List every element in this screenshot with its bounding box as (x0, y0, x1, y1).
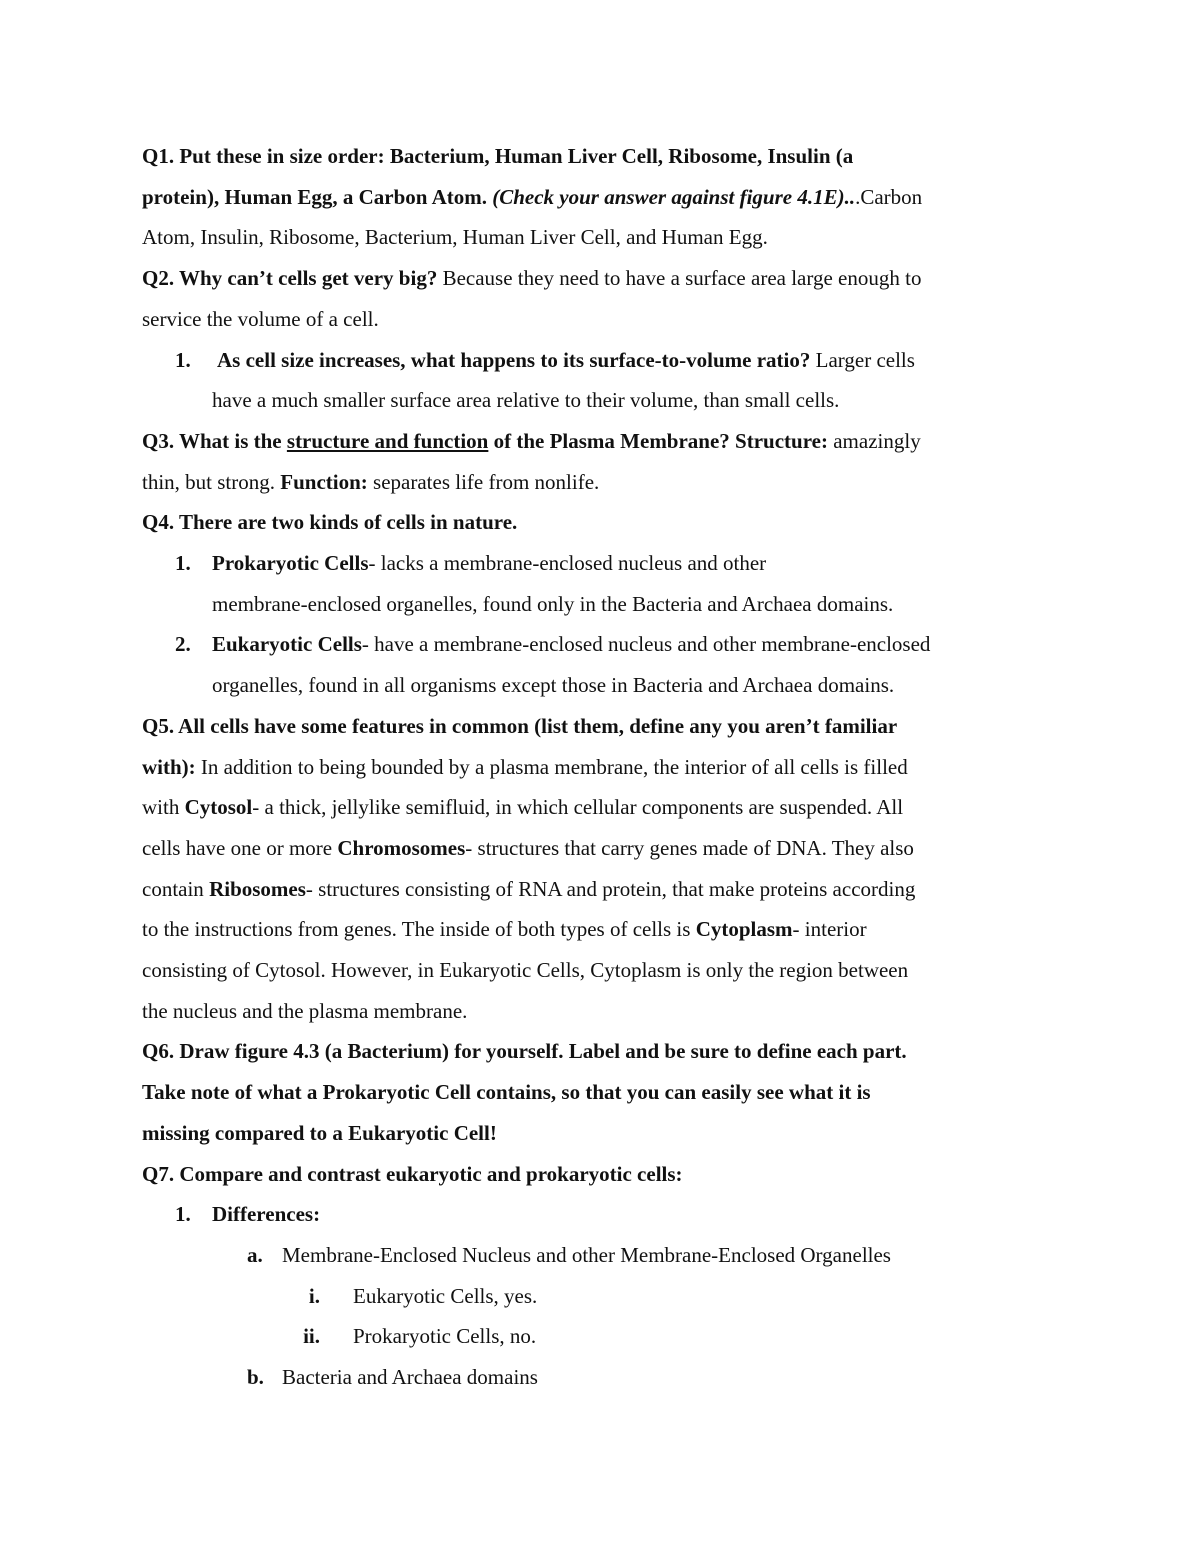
q3-question-text: Q3. What is the (142, 428, 287, 453)
list-item-line (212, 665, 1032, 706)
q2-answer-text: Because they need to have a surface area large enough to (437, 266, 922, 291)
q1-answer-text-cont: Atom, Insulin, Ribosome, Bacterium, Human Liver Cell, and Human Egg. (142, 225, 768, 250)
q2-line-2 (142, 299, 1032, 340)
q2-sub-line-1 (212, 340, 1032, 381)
q1-question-text-cont: protein), Human Egg, a Carbon Atom. (142, 184, 487, 209)
q5-answer-text: In addition to being bounded by a plasma membrane, the interior of all cells is filled (195, 754, 908, 779)
question-1 (142, 136, 1032, 258)
q4-question-text: Q4. There are two kinds of cells in nature. (142, 510, 518, 535)
question-3 (142, 421, 1032, 502)
q2-line-1 (142, 258, 1032, 299)
list-number: 1. (175, 1202, 191, 1227)
q3-line-1 (142, 421, 1032, 462)
q2-subquestion (142, 340, 1032, 421)
list-item-line (212, 543, 1032, 584)
question-7 (142, 1154, 1032, 1398)
q7-question-text: Q7. Compare and contrast eukaryotic and prokaryotic cells: (142, 1161, 683, 1186)
q5-line-4 (142, 828, 1032, 869)
q1-line-2 (142, 177, 1032, 218)
q1-answer-text: .Carbon (855, 184, 923, 209)
q5-answer-text: - interior (792, 917, 867, 942)
q5-answer-text: contain (142, 876, 210, 901)
list-item-line (212, 624, 1032, 665)
q2-sub-line-2 (212, 380, 1032, 421)
term-definition: - lacks a membrane-enclosed nucleus and other (368, 551, 767, 576)
question-6 (142, 1031, 1032, 1153)
q5-line-2 (142, 747, 1032, 788)
q5-answer-text: to the instructions from genes. The inside of both types of cells is (142, 917, 696, 942)
q5-line-1 (142, 706, 1032, 747)
q5-line-7 (142, 950, 1032, 991)
q2-sub-question-text: As cell size increases, what happens to its surface-to-volume ratio? (217, 347, 811, 372)
list-number: 2. (175, 632, 191, 657)
term-chromosomes: Chromosomes (337, 835, 466, 860)
q1-question-text: Q1. Put these in size order: Bacterium, Human Liver Cell, Ribosome, Insulin (a (142, 144, 854, 168)
list-roman: ii. (303, 1324, 320, 1349)
list-item (142, 543, 1032, 624)
q3-structure-label: of the Plasma Membrane? Structure: (488, 428, 828, 453)
list-item (142, 1235, 1032, 1276)
q5-answer-text: cells have one or more (142, 835, 338, 860)
list-item (142, 624, 1032, 705)
q3-line-2 (142, 462, 1032, 503)
q3-underlined-phrase: structure and function (286, 428, 489, 453)
question-5 (142, 706, 1032, 1032)
term-definition-cont: membrane-enclosed organelles, found only in the Bacteria and Archaea domains. (212, 591, 894, 616)
q1-line-3 (142, 217, 1032, 258)
list-item (142, 1357, 1032, 1398)
q5-line-3 (142, 787, 1032, 828)
q1-line-1 (142, 136, 1032, 177)
term-ribosomes: Ribosomes (209, 876, 306, 901)
list-item (142, 1276, 1032, 1317)
q2-answer-text-cont: service the volume of a cell. (142, 306, 379, 331)
differences-heading: Differences: (212, 1202, 321, 1227)
difference-a-text: Membrane-Enclosed Nucleus and other Membrane-Enclosed Organelles (282, 1242, 891, 1267)
term-definition: - have a membrane-enclosed nucleus and other membrane-enclosed (361, 632, 931, 657)
q5-question-text-cont: with): (142, 754, 196, 779)
q5-line-6 (142, 909, 1032, 950)
term-cytosol: Cytosol (184, 795, 253, 820)
term-prokaryotic-cells: Prokaryotic Cells (212, 551, 369, 576)
question-2 (142, 258, 1032, 421)
q5-answer-text: - a thick, jellylike semifluid, in which cellular components are suspended. All (252, 795, 904, 820)
q3-function-text: separates life from nonlife. (367, 469, 600, 494)
q3-structure-text: amazingly (827, 428, 921, 453)
q5-line-8 (142, 991, 1032, 1032)
list-item-line (212, 584, 1032, 625)
q2-question-text: Q2. Why can’t cells get very big? (142, 266, 438, 291)
q2-sub-answer-text: Larger cells (810, 347, 915, 372)
difference-a-ii-text: Prokaryotic Cells, no. (353, 1324, 537, 1349)
list-item (142, 1316, 1032, 1357)
q5-answer-text: consisting of Cytosol. However, in Eukaryotic Cells, Cytoplasm is only the region between (142, 958, 909, 983)
difference-b-text: Bacteria and Archaea domains (282, 1365, 538, 1390)
list-item (142, 1194, 1032, 1235)
term-eukaryotic-cells: Eukaryotic Cells (212, 632, 362, 657)
q1-check-note: (Check your answer against figure 4.1E).. (492, 184, 856, 209)
question-4 (142, 502, 1032, 706)
q3-function-label: Function: (280, 469, 368, 494)
list-number: 1. (175, 551, 191, 576)
q5-answer-text: - structures consisting of RNA and protein, that make proteins according (305, 876, 916, 901)
q6-line-1: Q6. Draw figure 4.3 (a Bacterium) for yourself. Label and be sure to define each part. (142, 1039, 907, 1064)
q5-answer-text: the nucleus and the plasma membrane. (142, 998, 468, 1023)
q3-structure-text-cont: thin, but strong. (142, 469, 281, 494)
q6-line-3: missing compared to a Eukaryotic Cell! (142, 1120, 497, 1145)
q4-line-1 (142, 502, 1032, 543)
document-body (142, 136, 1032, 1398)
q5-line-5 (142, 869, 1032, 910)
list-letter: b. (247, 1365, 264, 1390)
list-number: 1. (175, 347, 191, 372)
q5-question-text: Q5. All cells have some features in common (list them, define any you aren’t familiar (142, 713, 898, 738)
list-letter: a. (247, 1242, 263, 1267)
q5-answer-text: with (142, 795, 185, 820)
difference-a-i-text: Eukaryotic Cells, yes. (353, 1283, 538, 1308)
q2-sub-answer-text-cont: have a much smaller surface area relative to their volume, than small cells. (212, 388, 840, 413)
list-roman: i. (308, 1283, 320, 1308)
term-cytoplasm: Cytoplasm (695, 917, 793, 942)
q5-answer-text: - structures that carry genes made of DNA. They also (465, 835, 914, 860)
q6-line-2: Take note of what a Prokaryotic Cell contains, so that you can easily see what it is (142, 1080, 871, 1105)
term-definition-cont: organelles, found in all organisms except those in Bacteria and Archaea domains. (212, 673, 895, 698)
